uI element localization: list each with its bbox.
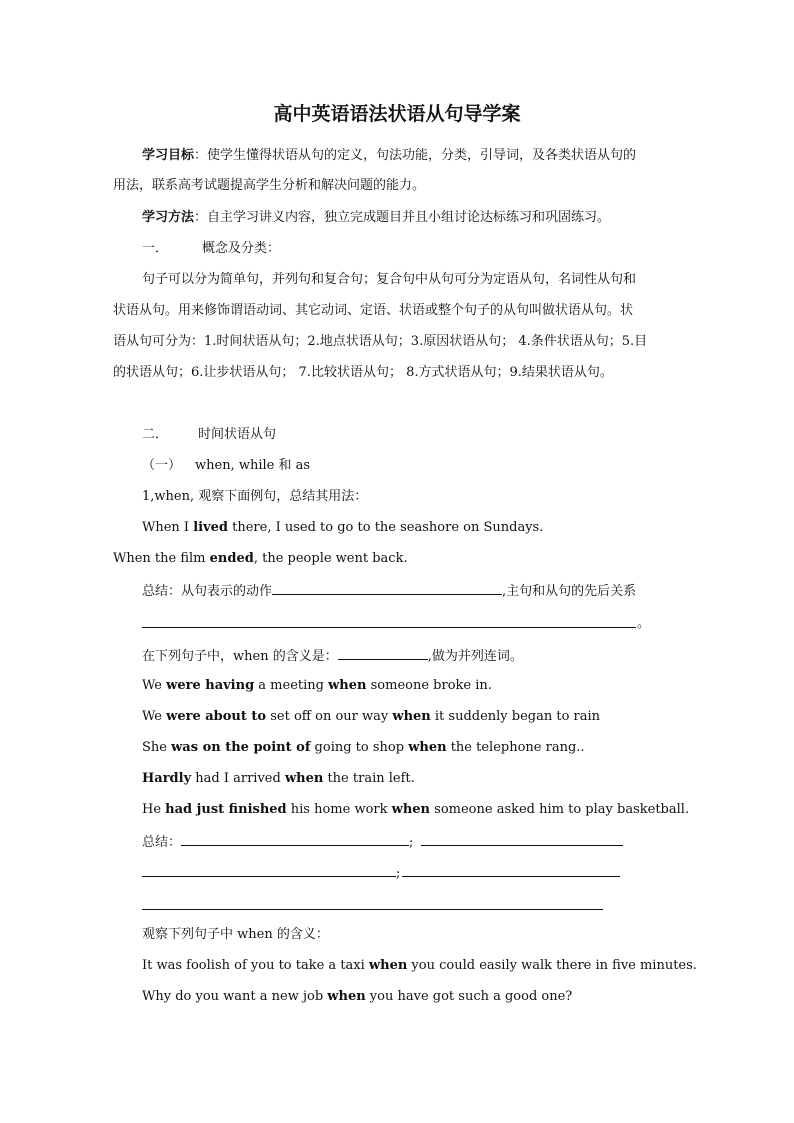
example-keyword: when xyxy=(392,709,431,724)
example-text: When the film xyxy=(113,551,210,566)
example-keyword: when xyxy=(328,678,367,693)
answer-blank[interactable] xyxy=(142,909,603,910)
answer-blank[interactable] xyxy=(142,627,636,628)
example-keyword: had just finished xyxy=(165,802,287,817)
section-1-title: 概念及分类： xyxy=(202,241,281,256)
answer-blank[interactable] xyxy=(181,831,409,846)
example-text: his home work xyxy=(286,802,392,817)
section-1-paragraph-line-2: 状语从句。用来修饰谓语动词、其它动词、定语、状语或整个句子的从句叫做状语从句。状 xyxy=(113,303,634,318)
page-title: 高中英语语法状语从句导学案 xyxy=(273,103,521,125)
example-text: set off on our way xyxy=(266,709,393,724)
section-1-paragraph-line-3: 语从句可分为：1.时间状语从句；2.地点状语从句；3.原因状语从句； 4.条件状语从句；5.目 xyxy=(113,334,648,349)
example-keyword: when xyxy=(284,771,324,786)
summary-2-line xyxy=(142,831,623,853)
example-keyword: lived xyxy=(193,520,228,535)
example-sentence xyxy=(142,800,689,820)
summary-2-label: 总结： xyxy=(142,835,182,850)
example-text: He xyxy=(142,802,166,817)
summary-2-line-2 xyxy=(142,862,620,884)
example-text: the train left. xyxy=(323,771,415,786)
learning-goal-label: 学习目标 xyxy=(142,148,195,163)
subsection-heading xyxy=(142,456,310,476)
example-text: the telephone rang.. xyxy=(446,740,585,755)
example-text: going to shop xyxy=(310,740,409,755)
example-text: We xyxy=(142,678,167,693)
example-text: When I xyxy=(142,520,194,535)
example-text: It was foolish of you to take a taxi xyxy=(142,958,369,973)
period-mark: 。 xyxy=(637,616,651,631)
example-text: you could easily walk there in five minutes. xyxy=(407,958,697,973)
example-text: someone broke in. xyxy=(366,678,492,693)
section-2-number: 二． xyxy=(142,427,169,442)
example-keyword: were about to xyxy=(166,709,267,724)
summary-1-line xyxy=(142,580,636,602)
example-keyword: when xyxy=(391,802,431,817)
semicolon: ; xyxy=(396,866,401,881)
section-1-paragraph-line-4: 的状语从句；6.让步状语从句； 7.比较状语从句； 8.方式状语从句；9.结果状语从句。 xyxy=(113,365,613,380)
answer-blank[interactable] xyxy=(338,645,428,660)
example-sentence xyxy=(142,769,415,789)
example-sentence xyxy=(113,549,408,569)
answer-blank[interactable] xyxy=(272,580,502,595)
example-text: someone asked him to play basketball. xyxy=(430,802,690,817)
section-1-paragraph-line-1: 句子可以分为简单句，并列句和复合句；复合句中从句可分为定语从句，名词性从句和 xyxy=(142,272,637,287)
learning-goal-line-1 xyxy=(142,146,636,166)
example-sentence xyxy=(142,518,543,538)
example-sentence xyxy=(142,738,585,758)
section-2-heading xyxy=(142,425,276,445)
semicolon: ; xyxy=(409,835,414,850)
example-text: She xyxy=(142,740,172,755)
learning-method-label: 学习方法 xyxy=(142,210,195,225)
example-text: there, I used to go to the seashore on Sundays. xyxy=(228,520,544,535)
when-meaning-tail: ,做为并列连词。 xyxy=(427,649,523,664)
subsection-number: （一） xyxy=(142,458,182,473)
example-text: We xyxy=(142,709,167,724)
example-text: a meeting xyxy=(254,678,329,693)
learning-method-text: ：自主学习讲义内容，独立完成题目并且小组讨论达标练习和巩固练习。 xyxy=(194,210,611,225)
observe-heading: 观察下列句子中 when 的含义： xyxy=(142,927,329,942)
example-keyword: when xyxy=(327,989,366,1004)
example-keyword: were having xyxy=(166,678,255,693)
section-2-title: 时间状语从句 xyxy=(198,427,277,442)
section-1-heading xyxy=(142,239,280,259)
summary-1-label: 总结：从句表示的动作 xyxy=(142,584,273,599)
example-text: you have got such a good one? xyxy=(365,989,573,1004)
example-sentence xyxy=(142,956,697,976)
example-keyword: when xyxy=(408,740,447,755)
example-keyword: when xyxy=(368,958,408,973)
summary-1-tail: ,主句和从句的先后关系 xyxy=(502,584,637,599)
learning-goal-line-2: 用法，联系高考试题提高学生分析和解决问题的能力。 xyxy=(113,178,426,193)
example-text: it suddenly began to rain xyxy=(430,709,601,724)
example-text: , the people went back. xyxy=(253,551,408,566)
example-keyword: ended xyxy=(209,551,254,566)
point-1-heading: 1,when, 观察下面例句，总结其用法： xyxy=(142,489,368,504)
subsection-title: when, while 和 as xyxy=(195,458,311,473)
learning-method-line xyxy=(142,208,610,228)
example-sentence xyxy=(142,707,600,727)
example-text: Why do you want a new job xyxy=(142,989,328,1004)
example-text: had I arrived xyxy=(191,771,285,786)
answer-blank[interactable] xyxy=(402,862,620,877)
answer-blank[interactable] xyxy=(421,831,623,846)
example-keyword: was on the point of xyxy=(171,740,311,755)
when-meaning-label: 在下列句子中，when 的含义是： xyxy=(142,649,338,664)
answer-blank[interactable] xyxy=(142,862,396,877)
when-meaning-line xyxy=(142,645,523,667)
section-1-number: 一． xyxy=(142,241,169,256)
example-sentence xyxy=(142,676,492,696)
example-sentence xyxy=(142,987,572,1007)
example-keyword: Hardly xyxy=(142,771,192,786)
learning-goal-text: ：使学生懂得状语从句的定义，句法功能，分类，引导词，及各类状语从句的 xyxy=(194,148,637,163)
